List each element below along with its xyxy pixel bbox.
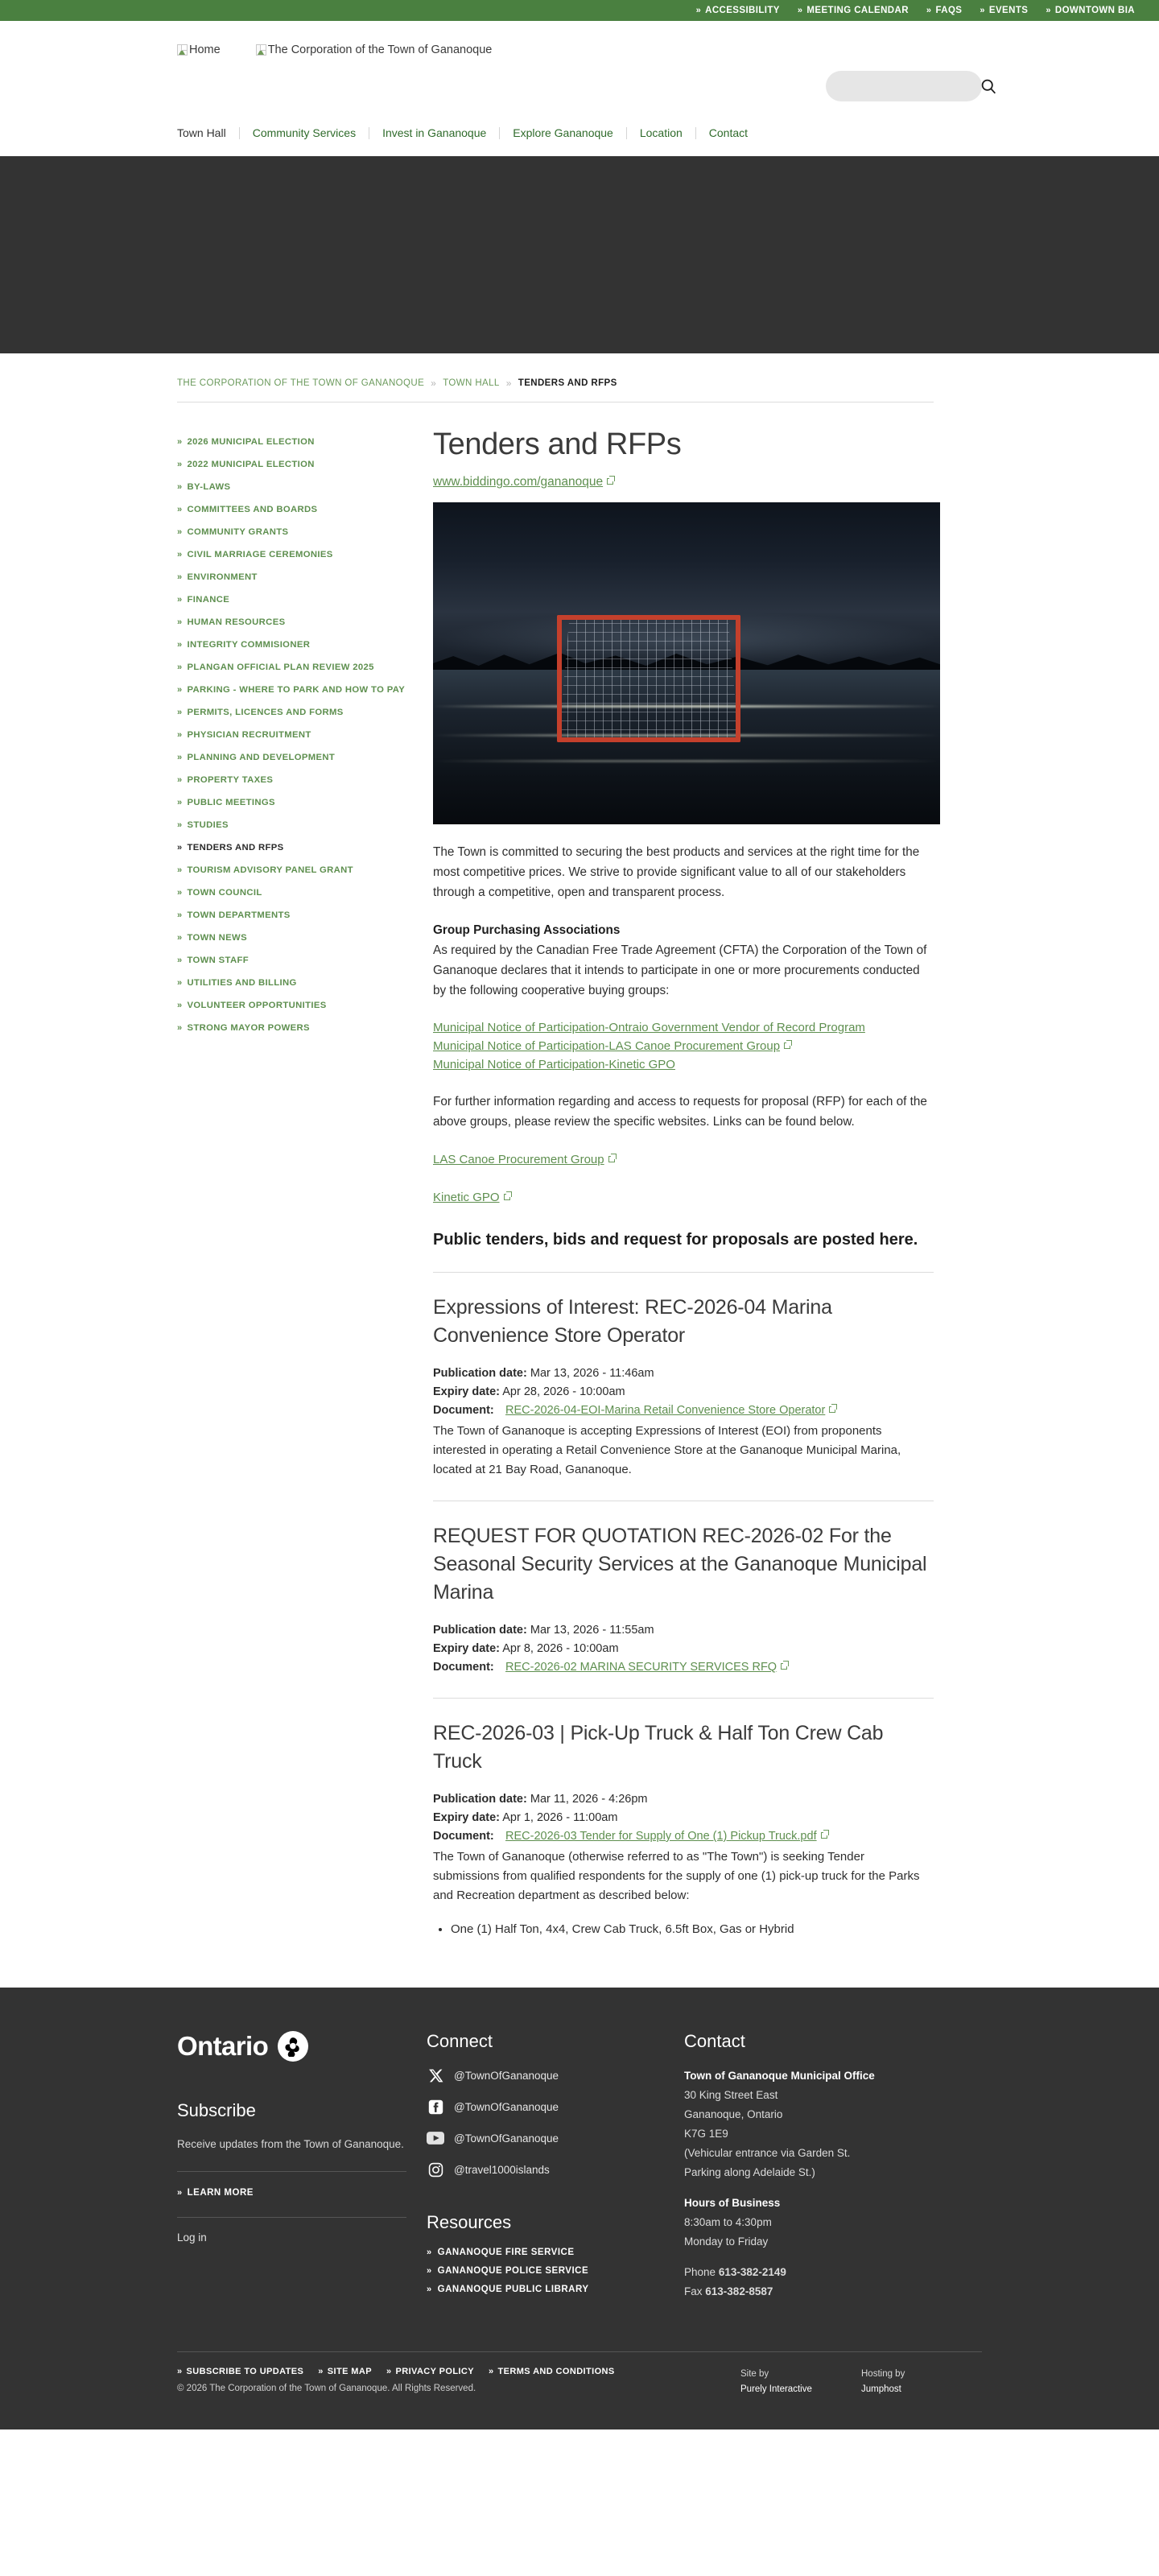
document-link-label: REC-2026-03 Tender for Supply of One (1) Pickup Truck.pdf (505, 1830, 817, 1843)
hosting-by-label: Hosting by (861, 2369, 905, 2379)
chevron-right-icon: » (177, 482, 183, 492)
contact-address-line: (Vehicular entrance via Garden St. (684, 2147, 851, 2159)
contact-fax (684, 2282, 982, 2301)
learn-more-label: LEARN MORE (187, 2188, 254, 2198)
resource-label: GANANOQUE POLICE SERVICE (437, 2266, 589, 2276)
phone-label: Phone (684, 2266, 716, 2278)
chevron-right-icon: » (177, 685, 183, 695)
corporation-logo-link[interactable] (256, 43, 493, 56)
tender-publication-date (433, 1364, 934, 1383)
sidebar-item-parking[interactable] (177, 684, 427, 696)
tender-publication-date (433, 1621, 934, 1640)
topbar-link-accessibility[interactable] (696, 6, 780, 15)
hours-heading: Hours of Business (684, 2197, 781, 2209)
tender-expiry-date (433, 1640, 934, 1658)
sidebar-item-utilities-and-billing[interactable] (177, 977, 427, 989)
sidebar-item-civil-marriage-ceremonies[interactable] (177, 549, 427, 560)
chevron-right-icon: » (177, 753, 183, 762)
photo-net-crossbar (557, 615, 740, 620)
chevron-right-icon: » (318, 2367, 324, 2376)
ontario-wordmark: Ontario (177, 2031, 269, 2061)
site-by-link[interactable]: Purely Interactive (740, 2384, 812, 2394)
biddingo-link-label: www.biddingo.com/gananoque (433, 475, 604, 489)
home-logo-link[interactable] (177, 43, 221, 56)
section-sidebar (177, 427, 427, 1045)
group-purchasing-text: As required by the Canadian Free Trade Agreement (CFTA) the Corporation of the Town of Gananoque declares that it intends to participate in one or more procurements conducted by the following cooperative buying groups: (433, 943, 927, 997)
page-banner (0, 156, 1159, 353)
chevron-right-icon: » (177, 1001, 183, 1010)
tender-document-row (433, 1658, 934, 1677)
document-label: Document: (433, 1830, 494, 1843)
sidebar-item-label: PROPERTY TAXES (187, 775, 274, 785)
tender-document-row (433, 1827, 934, 1846)
topbar-link-label: MEETING CALENDAR (806, 6, 909, 15)
sidebar-item-town-staff[interactable] (177, 955, 427, 966)
learn-more-link[interactable] (177, 2188, 254, 2198)
tender-listing (433, 1698, 934, 1939)
copyright-text: © 2026 The Corporation of the Town of Gananoque. All Rights Reserved. (177, 2384, 476, 2393)
link-kinetic-gpo[interactable] (433, 1191, 500, 1204)
tender-document-link[interactable] (505, 1827, 817, 1846)
sidebar-item-public-meetings[interactable] (177, 797, 427, 808)
footer-column-subscribe (177, 2031, 427, 2245)
expiry-date-value: Apr 8, 2026 - 10:00am (502, 1642, 619, 1655)
footer-link-site-map[interactable] (318, 2367, 372, 2376)
sidebar-item-tourism-advisory-panel-grant[interactable] (177, 865, 427, 876)
biddingo-link[interactable] (433, 475, 613, 489)
external-link-icon (829, 1406, 835, 1413)
contact-address-line: Parking along Adelaide St.) (684, 2166, 815, 2178)
home-logo-alt-text: Home (189, 43, 221, 56)
social-row-x[interactable] (427, 2066, 684, 2084)
chevron-right-icon: » (505, 378, 512, 389)
sidebar-item-committees-and-boards[interactable] (177, 504, 427, 515)
notice-link-ontario-vor[interactable] (433, 1018, 934, 1037)
sidebar-item-label: TENDERS AND RFPS (187, 843, 284, 852)
sidebar-item-label: PLANGAN OFFICIAL PLAN REVIEW 2025 (187, 663, 374, 672)
sidebar-item-label: INTEGRITY COMMISIONER (187, 640, 311, 650)
chevron-right-icon: » (980, 6, 985, 15)
expiry-date-label: Expiry date: (433, 1385, 500, 1398)
sidebar-item-environment[interactable] (177, 572, 427, 583)
chevron-right-icon: » (177, 843, 183, 852)
tender-document-link[interactable] (505, 1658, 777, 1677)
publication-date-value: Mar 13, 2026 - 11:55am (530, 1624, 654, 1637)
chevron-right-icon: » (177, 527, 183, 537)
chevron-right-icon: » (177, 437, 183, 447)
photo-hockey-net (542, 607, 752, 760)
login-link[interactable]: Log in (177, 2231, 207, 2244)
sidebar-item-label: COMMUNITY GRANTS (187, 527, 289, 537)
footer-column-connect (427, 2031, 684, 2303)
facebook-icon (427, 2098, 444, 2116)
resource-link-fire-service[interactable] (427, 2248, 684, 2257)
logo-row (177, 32, 982, 60)
document-label: Document: (433, 1661, 494, 1674)
page-layout (177, 402, 982, 1988)
sidebar-item-studies[interactable] (177, 819, 427, 831)
hosting-by-credit (861, 2367, 982, 2397)
tender-description: The Town of Gananoque (otherwise referred to as "The Town") is seeking Tender submissions from qualified respondents for the supply of one (1) pick-up truck for the Parks and Recreation department as described below: (433, 1850, 920, 1902)
chevron-right-icon: » (177, 505, 183, 514)
sidebar-item-label: BY-LAWS (187, 482, 231, 492)
broken-image-icon (256, 44, 266, 56)
sidebar-item-label: PUBLIC MEETINGS (187, 798, 275, 807)
chevron-right-icon: » (177, 708, 183, 717)
hero-photo (433, 502, 940, 824)
fax-value: 613-382-8587 (705, 2285, 773, 2297)
chevron-right-icon: » (431, 378, 437, 389)
sidebar-item-strong-mayor-powers[interactable] (177, 1022, 427, 1034)
breadcrumb-item-current: TENDERS AND RFPS (518, 378, 617, 388)
chevron-right-icon: » (177, 798, 183, 807)
social-row-facebook[interactable] (427, 2098, 684, 2116)
sidebar-item-label: TOWN DEPARTMENTS (187, 910, 291, 920)
sidebar-item-label: ENVIRONMENT (187, 572, 258, 582)
sidebar-item-label: VOLUNTEER OPPORTUNITIES (187, 1001, 327, 1010)
document-link-label: REC-2026-02 MARINA SECURITY SERVICES RFQ (505, 1661, 777, 1674)
chevron-right-icon: » (177, 640, 183, 650)
sidebar-item-human-resources[interactable] (177, 617, 427, 628)
social-handle-instagram[interactable]: @travel1000islands (454, 2163, 550, 2176)
topbar-link-meeting-calendar[interactable] (798, 6, 909, 15)
chevron-right-icon: » (177, 550, 183, 559)
notice-link-label: Municipal Notice of Participation-Ontraio Government Vendor of Record Program (433, 1021, 865, 1034)
photo-net-post (557, 615, 562, 742)
hours-line: 8:30am to 4:30pm (684, 2216, 772, 2228)
nav-item-contact[interactable]: Contact (695, 127, 761, 139)
link-label: Kinetic GPO (433, 1191, 500, 1204)
sidebar-item-physician-recruitment[interactable] (177, 729, 427, 741)
topbar-link-downtown-bia[interactable] (1046, 6, 1135, 15)
site-by-credit (740, 2367, 861, 2397)
external-link-icon (608, 1156, 615, 1162)
publication-date-label: Publication date: (433, 1367, 527, 1380)
sidebar-item-by-laws[interactable] (177, 481, 427, 493)
chevron-right-icon: » (177, 1023, 183, 1033)
chevron-right-icon: » (177, 617, 183, 627)
sidebar-item-town-news[interactable] (177, 932, 427, 943)
sidebar-item-label: TOURISM ADVISORY PANEL GRANT (187, 865, 353, 875)
sidebar-item-town-council[interactable] (177, 887, 427, 898)
chevron-right-icon: » (797, 6, 803, 15)
notice-link-label: Municipal Notice of Participation-LAS Canoe Procurement Group (433, 1039, 781, 1053)
tender-document-row (433, 1402, 934, 1420)
site-by-label: Site by (740, 2369, 769, 2379)
footer-link-terms-and-conditions[interactable] (489, 2367, 615, 2376)
resource-label: GANANOQUE PUBLIC LIBRARY (437, 2285, 589, 2294)
sidebar-item-tenders-and-rfps[interactable] (177, 842, 427, 853)
sidebar-item-label: PHYSICIAN RECRUITMENT (187, 730, 311, 740)
chevron-right-icon: » (926, 6, 932, 15)
breadcrumb-area (177, 353, 982, 402)
trillium-glyph (283, 2036, 303, 2057)
sidebar-item-label: UTILITIES AND BILLING (187, 978, 297, 988)
sidebar-item-label: TOWN NEWS (187, 933, 247, 943)
search-button[interactable] (980, 71, 997, 101)
nav-item-location[interactable]: Location (626, 127, 695, 139)
expiry-date-label: Expiry date: (433, 1642, 500, 1655)
document-label: Document: (433, 1404, 494, 1417)
corporation-logo-alt-text: The Corporation of the Town of Gananoque (267, 43, 493, 56)
nav-item-explore-gananoque[interactable]: Explore Gananoque (499, 127, 626, 139)
divider (177, 2171, 406, 2172)
sidebar-item-finance[interactable] (177, 594, 427, 605)
fax-label: Fax (684, 2285, 703, 2297)
spacer (684, 2182, 982, 2194)
chevron-right-icon: » (427, 2248, 432, 2257)
tender-listing (433, 1272, 934, 1480)
chevron-right-icon: » (1046, 6, 1051, 15)
footer-link-privacy-policy[interactable] (386, 2367, 474, 2376)
further-info-paragraph: For further information regarding and access to requests for proposal (RFP) for each of the above groups, please review the specific websites. Links can be found below. (433, 1095, 927, 1129)
tender-title: REQUEST FOR QUOTATION REC-2026-02 For the Seasonal Security Services at the Gananoque Municipal Marina (433, 1525, 927, 1604)
site-header (0, 21, 1159, 156)
nav-item-town-hall[interactable]: Town Hall (177, 126, 226, 139)
chevron-right-icon: » (177, 572, 183, 582)
chevron-right-icon: » (177, 595, 183, 605)
ontario-logo (177, 2031, 427, 2062)
contact-office-name: Town of Gananoque Municipal Office (684, 2070, 875, 2082)
main-navigation (177, 127, 761, 139)
publication-date-label: Publication date: (433, 1624, 527, 1637)
public-tenders-heading: Public tenders, bids and request for proposals are posted here. (433, 1231, 918, 1249)
topbar-link-faqs[interactable] (926, 6, 962, 15)
footer-column-contact (684, 2031, 982, 2301)
notice-link-kinetic-gpo[interactable] (433, 1055, 934, 1074)
footer-bottom-links (177, 2367, 740, 2376)
tender-listing (433, 1501, 934, 1677)
tender-document-link[interactable] (505, 1402, 825, 1420)
expiry-date-value: Apr 28, 2026 - 10:00am (502, 1385, 625, 1398)
chevron-right-icon: » (177, 956, 183, 965)
sidebar-item-label: PLANNING AND DEVELOPMENT (187, 753, 336, 762)
group-website-las (433, 1150, 934, 1170)
tender-title: Expressions of Interest: REC-2026-04 Marina Convenience Store Operator (433, 1296, 832, 1347)
sidebar-item-label: STUDIES (187, 820, 229, 830)
social-row-youtube[interactable] (427, 2129, 684, 2147)
sidebar-item-label: HUMAN RESOURCES (187, 617, 286, 627)
photo-light-streak (433, 760, 940, 762)
chevron-right-icon: » (177, 865, 183, 875)
topbar-link-events[interactable] (980, 6, 1028, 15)
chevron-right-icon: » (177, 730, 183, 740)
sidebar-item-label: CIVIL MARRIAGE CEREMONIES (187, 550, 333, 559)
link-las-canoe-procurement-group[interactable] (433, 1153, 604, 1166)
resource-link-public-library[interactable] (427, 2285, 684, 2294)
external-link-icon (504, 1194, 510, 1200)
sidebar-item-plangan-official-plan-review-2025[interactable] (177, 662, 427, 673)
tender-description: The Town of Gananoque is accepting Expressions of Interest (EOI) from proponents interested in operating a Retail Convenience Store at the Gananoque Municipal Marina, located at 21 Bay Road, Gananoque. (433, 1424, 901, 1476)
tender-publication-date (433, 1790, 934, 1809)
footer-link-subscribe-to-updates[interactable] (177, 2367, 303, 2376)
chevron-right-icon: » (177, 933, 183, 943)
contact-address-line: K7G 1E9 (684, 2128, 728, 2140)
chevron-right-icon: » (177, 888, 183, 898)
social-handle-x[interactable]: @TownOfGananoque (454, 2069, 559, 2082)
sidebar-item-permits-licences-and-forms[interactable] (177, 707, 427, 718)
resource-link-police-service[interactable] (427, 2266, 684, 2276)
footer-bottom-bar (177, 2351, 982, 2429)
chevron-right-icon: » (177, 978, 183, 988)
footer-bottom-left (177, 2367, 740, 2393)
chevron-right-icon: » (177, 775, 183, 785)
x-twitter-icon (427, 2066, 444, 2084)
chevron-right-icon: » (427, 2266, 432, 2276)
footer-link-label: TERMS AND CONDITIONS (497, 2367, 615, 2376)
sidebar-item-label: 2026 MUNICIPAL ELECTION (187, 437, 315, 447)
contact-address-line: 30 King Street East (684, 2089, 778, 2101)
chevron-right-icon: » (177, 460, 183, 469)
sidebar-item-planning-and-development[interactable] (177, 752, 427, 763)
publication-date-value: Mar 11, 2026 - 4:26pm (530, 1793, 648, 1806)
search-box[interactable] (826, 71, 982, 101)
contact-address-line: Gananoque, Ontario (684, 2108, 783, 2120)
phone-value: 613-382-2149 (718, 2266, 786, 2278)
tender-title: REC-2026-03 | Pick-Up Truck & Half Ton Crew Cab Truck (433, 1722, 884, 1773)
chevron-right-icon: » (177, 663, 183, 672)
sidebar-item-label: STRONG MAYOR POWERS (187, 1023, 310, 1033)
sidebar-item-label: TOWN COUNCIL (187, 888, 262, 898)
sidebar-item-label: TOWN STAFF (187, 956, 249, 965)
connect-heading: Connect (427, 2031, 493, 2051)
search-icon (980, 78, 997, 95)
tender-expiry-date (433, 1383, 934, 1402)
page-title: Tenders and RFPs (433, 427, 682, 461)
link-label: LAS Canoe Procurement Group (433, 1153, 604, 1166)
sidebar-item-2026-municipal-election[interactable] (177, 436, 427, 448)
broken-image-icon (177, 44, 188, 56)
footer-link-label: SITE MAP (327, 2367, 372, 2376)
notice-links (433, 1018, 934, 1074)
breadcrumb-item-town-hall[interactable]: TOWN HALL (443, 378, 500, 388)
chevron-right-icon: » (695, 6, 702, 15)
chevron-right-icon: » (177, 910, 183, 920)
contact-heading: Contact (684, 2031, 745, 2051)
youtube-icon (427, 2129, 444, 2147)
resource-label: GANANOQUE FIRE SERVICE (437, 2248, 575, 2257)
chevron-right-icon: » (488, 2367, 494, 2376)
group-purchasing-heading: Group Purchasing Associations (433, 923, 621, 937)
trillium-icon (278, 2031, 308, 2062)
external-link-icon (784, 1042, 790, 1049)
topbar-link-label: EVENTS (988, 6, 1029, 15)
notice-link-label: Municipal Notice of Participation-Kinetic GPO (433, 1058, 675, 1071)
nav-item-invest-in-gananoque[interactable]: Invest in Gananoque (369, 127, 499, 139)
photo-net-mesh (559, 618, 739, 739)
chevron-right-icon: » (386, 2367, 392, 2376)
sidebar-item-label: COMMITTEES AND BOARDS (187, 505, 318, 514)
hours-line: Monday to Friday (684, 2235, 769, 2248)
tender-expiry-date (433, 1809, 934, 1827)
publication-date-value: Mar 13, 2026 - 11:46am (530, 1367, 654, 1380)
expiry-date-label: Expiry date: (433, 1811, 500, 1824)
social-row-instagram[interactable] (427, 2161, 684, 2178)
breadcrumb (177, 378, 934, 402)
main-content (427, 427, 934, 1939)
sidebar-item-volunteer-opportunities[interactable] (177, 1000, 427, 1011)
sidebar-item-property-taxes[interactable] (177, 774, 427, 786)
contact-phone (684, 2263, 982, 2282)
breadcrumb-item-corporation[interactable]: THE CORPORATION OF THE TOWN OF GANANOQUE (177, 378, 425, 388)
tender-bullet-list (451, 1920, 934, 1939)
social-handle-facebook[interactable]: @TownOfGananoque (454, 2100, 559, 2113)
chevron-right-icon: » (177, 2367, 183, 2376)
publication-date-label: Publication date: (433, 1793, 527, 1806)
external-link-icon (781, 1663, 787, 1670)
subscribe-heading: Subscribe (177, 2100, 256, 2120)
document-link-label: REC-2026-04-EOI-Marina Retail Convenience Store Operator (505, 1404, 826, 1417)
subscribe-text: Receive updates from the Town of Gananoque. (177, 2138, 404, 2150)
external-link-icon (821, 1832, 827, 1839)
sidebar-item-integrity-commisioner[interactable] (177, 639, 427, 650)
sidebar-item-community-grants[interactable] (177, 526, 427, 538)
sidebar-item-label: FINANCE (187, 595, 230, 605)
topbar-link-label: FAQS (935, 6, 963, 15)
tender-bullet-item: • One (1) Half Ton, 4x4, Crew Cab Truck, 6.5ft Box, Gas or Hybrid (451, 1920, 934, 1939)
sidebar-item-label: PERMITS, LICENCES AND FORMS (187, 708, 344, 717)
chevron-right-icon: » (177, 2188, 183, 2198)
topbar-link-label: ACCESSIBILITY (705, 6, 780, 15)
sidebar-item-label: PARKING - WHERE TO PARK AND HOW TO PAY (187, 685, 406, 695)
chevron-right-icon: » (427, 2285, 432, 2294)
footer-link-label: SUBSCRIBE TO UPDATES (186, 2367, 304, 2376)
external-link-icon (607, 478, 613, 485)
sidebar-item-label: 2022 MUNICIPAL ELECTION (187, 460, 315, 469)
chevron-right-icon: » (177, 820, 183, 830)
site-footer (0, 1988, 1159, 2429)
photo-net-base (557, 737, 740, 742)
nav-item-community-services[interactable]: Community Services (239, 127, 369, 139)
search-input[interactable] (826, 80, 980, 93)
expiry-date-value: Apr 1, 2026 - 11:00am (502, 1811, 618, 1824)
divider (177, 2217, 406, 2218)
utility-topbar (0, 0, 1159, 21)
intro-paragraph: The Town is committed to securing the best products and services at the right time for the most competitive prices. We strive to provide significant value to all of our stakeholders through a competitive, open and transparent process. (433, 845, 920, 899)
sidebar-item-2022-municipal-election[interactable] (177, 459, 427, 470)
hosting-by-link[interactable]: Jumphost (861, 2384, 901, 2394)
social-handle-youtube[interactable]: @TownOfGananoque (454, 2132, 559, 2145)
sidebar-item-town-departments[interactable] (177, 910, 427, 921)
footer-link-label: PRIVACY POLICY (395, 2367, 474, 2376)
photo-net-post (736, 615, 740, 742)
group-website-kinetic (433, 1187, 934, 1208)
notice-link-las-canoe[interactable] (433, 1037, 934, 1055)
topbar-link-label: DOWNTOWN BIA (1054, 6, 1135, 15)
resources-heading: Resources (427, 2212, 512, 2232)
instagram-icon (427, 2161, 444, 2178)
spacer (684, 2252, 982, 2263)
footer-columns (177, 2031, 982, 2303)
